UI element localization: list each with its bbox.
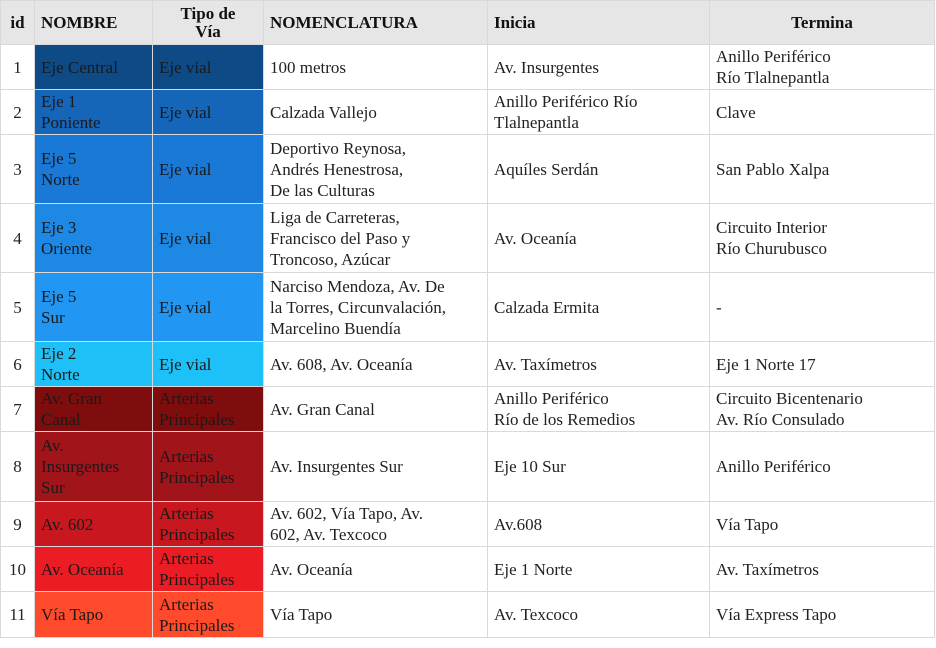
table-row	[1, 273, 935, 342]
row-id: 9	[1, 502, 35, 547]
table-row	[1, 547, 935, 592]
row-termina: Av. Taxímetros	[710, 547, 935, 592]
row-termina: Vía Express Tapo	[710, 592, 935, 638]
row-nomenclatura: Deportivo Reynosa, Andrés Henestrosa, De las Culturas	[264, 135, 488, 204]
row-id: 2	[1, 90, 35, 135]
row-tipo: Arterias Principales	[153, 547, 264, 592]
row-termina: Circuito Bicentenario Av. Río Consulado	[710, 387, 935, 432]
row-id: 5	[1, 273, 35, 342]
row-nombre: Av. Oceanía	[35, 547, 153, 592]
row-tipo: Eje vial	[153, 204, 264, 273]
row-inicia: Av. Taxímetros	[488, 342, 710, 387]
row-nombre: Eje 3 Oriente	[35, 204, 153, 273]
row-inicia: Eje 10 Sur	[488, 432, 710, 502]
table-row	[1, 45, 935, 90]
row-id: 1	[1, 45, 35, 90]
row-nombre: Eje 2 Norte	[35, 342, 153, 387]
row-termina: Circuito Interior Río Churubusco	[710, 204, 935, 273]
row-tipo: Arterias Principales	[153, 502, 264, 547]
row-inicia: Eje 1 Norte	[488, 547, 710, 592]
header-inicia: Inicia	[488, 1, 710, 45]
row-id: 11	[1, 592, 35, 638]
row-nombre: Eje 5 Sur	[35, 273, 153, 342]
row-nombre: Eje Central	[35, 45, 153, 90]
row-nomenclatura: Av. Gran Canal	[264, 387, 488, 432]
row-tipo: Arterias Principales	[153, 592, 264, 638]
row-tipo: Arterias Principales	[153, 432, 264, 502]
row-nombre: Av. 602	[35, 502, 153, 547]
row-inicia: Av. Oceanía	[488, 204, 710, 273]
header-tipo: Tipo de Vía	[153, 1, 264, 45]
table-row	[1, 204, 935, 273]
table-row	[1, 342, 935, 387]
row-nomenclatura: Calzada Vallejo	[264, 90, 488, 135]
row-id: 3	[1, 135, 35, 204]
row-nomenclatura: Vía Tapo	[264, 592, 488, 638]
row-nombre: Eje 5 Norte	[35, 135, 153, 204]
header-id: id	[1, 1, 35, 45]
row-id: 4	[1, 204, 35, 273]
row-tipo: Eje vial	[153, 273, 264, 342]
row-termina: Vía Tapo	[710, 502, 935, 547]
row-termina: -	[710, 273, 935, 342]
row-id: 6	[1, 342, 35, 387]
row-nomenclatura: Liga de Carreteras, Francisco del Paso y Troncoso, Azúcar	[264, 204, 488, 273]
row-id: 7	[1, 387, 35, 432]
row-inicia: Aquíles Serdán	[488, 135, 710, 204]
row-inicia: Av. Insurgentes	[488, 45, 710, 90]
table-row	[1, 432, 935, 502]
row-nombre: Vía Tapo	[35, 592, 153, 638]
row-nomenclatura: Av. Oceanía	[264, 547, 488, 592]
table-row	[1, 592, 935, 638]
row-tipo: Eje vial	[153, 90, 264, 135]
row-nomenclatura: Av. 608, Av. Oceanía	[264, 342, 488, 387]
row-nomenclatura: Av. 602, Vía Tapo, Av. 602, Av. Texcoco	[264, 502, 488, 547]
row-id: 10	[1, 547, 35, 592]
row-inicia: Anillo Periférico Río Tlalnepantla	[488, 90, 710, 135]
row-nombre: Eje 1 Poniente	[35, 90, 153, 135]
header-nombre: NOMBRE	[35, 1, 153, 45]
row-nombre: Av. Gran Canal	[35, 387, 153, 432]
row-termina: Anillo Periférico	[710, 432, 935, 502]
row-inicia: Calzada Ermita	[488, 273, 710, 342]
header-termina: Termina	[710, 1, 935, 45]
header-row	[1, 1, 935, 45]
row-nomenclatura: 100 metros	[264, 45, 488, 90]
row-tipo: Eje vial	[153, 342, 264, 387]
row-inicia: Anillo Periférico Río de los Remedios	[488, 387, 710, 432]
row-termina: Clave	[710, 90, 935, 135]
row-termina: San Pablo Xalpa	[710, 135, 935, 204]
row-inicia: Av. Texcoco	[488, 592, 710, 638]
row-tipo: Eje vial	[153, 135, 264, 204]
row-nomenclatura: Narciso Mendoza, Av. De la Torres, Circunvalación, Marcelino Buendía	[264, 273, 488, 342]
header-nomenclatura: NOMENCLATURA	[264, 1, 488, 45]
row-termina: Anillo Periférico Río Tlalnepantla	[710, 45, 935, 90]
row-tipo: Eje vial	[153, 45, 264, 90]
table-row	[1, 502, 935, 547]
table-row	[1, 387, 935, 432]
row-termina: Eje 1 Norte 17	[710, 342, 935, 387]
table-row	[1, 135, 935, 204]
row-id: 8	[1, 432, 35, 502]
table-row	[1, 90, 935, 135]
row-inicia: Av.608	[488, 502, 710, 547]
row-nombre: Av. Insurgentes Sur	[35, 432, 153, 502]
row-nomenclatura: Av. Insurgentes Sur	[264, 432, 488, 502]
row-tipo: Arterias Principales	[153, 387, 264, 432]
